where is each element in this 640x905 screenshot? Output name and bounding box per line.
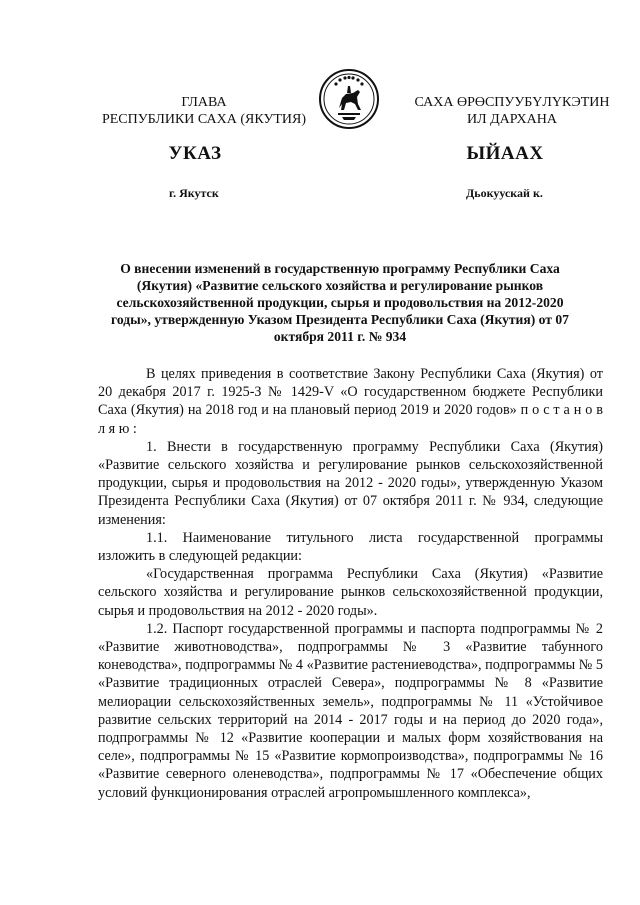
header-left-line2: РЕСПУБЛИКИ САХА (ЯКУТИЯ)	[101, 112, 307, 127]
document-body	[98, 365, 603, 802]
paragraph-item-1: 1. Внести в государственную программу Республики Саха (Якутия) «Развитие сельского хозяйства и регулирование рынков сельскохозяйственной продукции, сырья и продовольствия на 2012 - 2020 годы», утвержденную Указом Президента Республики Саха (Якутия) от 07 октября 2011 г. № 934, следующие изменения:	[98, 438, 603, 528]
city-sakha: Дьокуускай к.	[466, 186, 543, 200]
paragraph-item-1-1: 1.1. Наименование титульного листа государственной программы изложить в следующей редакции:	[98, 529, 603, 565]
document-type-sakha: ЫЙААХ	[466, 143, 544, 164]
header-right-line2: ИЛ ДАРХАНА	[466, 112, 557, 127]
header-left-line1: ГЛАВА	[181, 95, 227, 110]
document-type-ru: УКАЗ	[168, 143, 222, 164]
paragraph-quote: «Государственная программа Республики Саха (Якутия) «Развитие сельского хозяйства и регулирование рынков сельскохозяйственной продукции, сырья и продовольствия на 2012 - 2020 годы».	[98, 566, 603, 619]
header-left-block	[88, 94, 320, 128]
paragraph-item-1-2: 1.2. Паспорт государственной программы и паспорта подпрограммы № 2 «Развитие животноводства», подпрограммы № 3 «Развитие табунного коневодства», подпрограммы № 4 «Развитие растениеводства», подпрограммы № 5 «Развитие традиционных отраслей Севера», подпрограммы № 8 «Развитие мелиорации сельскохозяйственных земель», подпрограммы № 11 «Устойчивое развитие сельских территорий на 2014 - 2017 годы и на период до 2020 года», подпрограммы № 12 «Развитие кооперации и малых форм хозяйствования на селе», подпрограммы № 15 «Развитие кормопроизводства», подпрограммы № 16 «Развитие северного оленеводства», подпрограммы № 17 «Обеспечение общих условий функционирования отраслей агропромышленного комплекса»,	[98, 620, 603, 801]
header-right-block	[394, 94, 630, 128]
city-ru: г. Якутск	[169, 186, 219, 200]
coat-of-arms-emblem-icon	[318, 68, 380, 130]
paragraph-preamble: В целях приведения в соответствие Закону Республики Саха (Якутия) от 20 декабря 2017 г. 1925-З № 1429-V «О государственном бюджете Республики Саха (Якутия) на 2018 год и на плановый период 2019 и 2020 годов» п о с т а н о в л я ю :	[98, 366, 603, 437]
header-right-line1: САХА ӨРӨСПУУБҮЛҮКЭТИН	[414, 95, 610, 110]
document-title: О внесении изменений в государственную программу Республики Саха (Якутия) «Развитие сельского хозяйства и регулирование рынков сельскохозяйственной продукции, сырья и продовольствия на 2012-2020 годы», утвержденную Указом Президента Республики Саха (Якутия) от 07 октября 2011 г. № 934	[111, 261, 569, 344]
